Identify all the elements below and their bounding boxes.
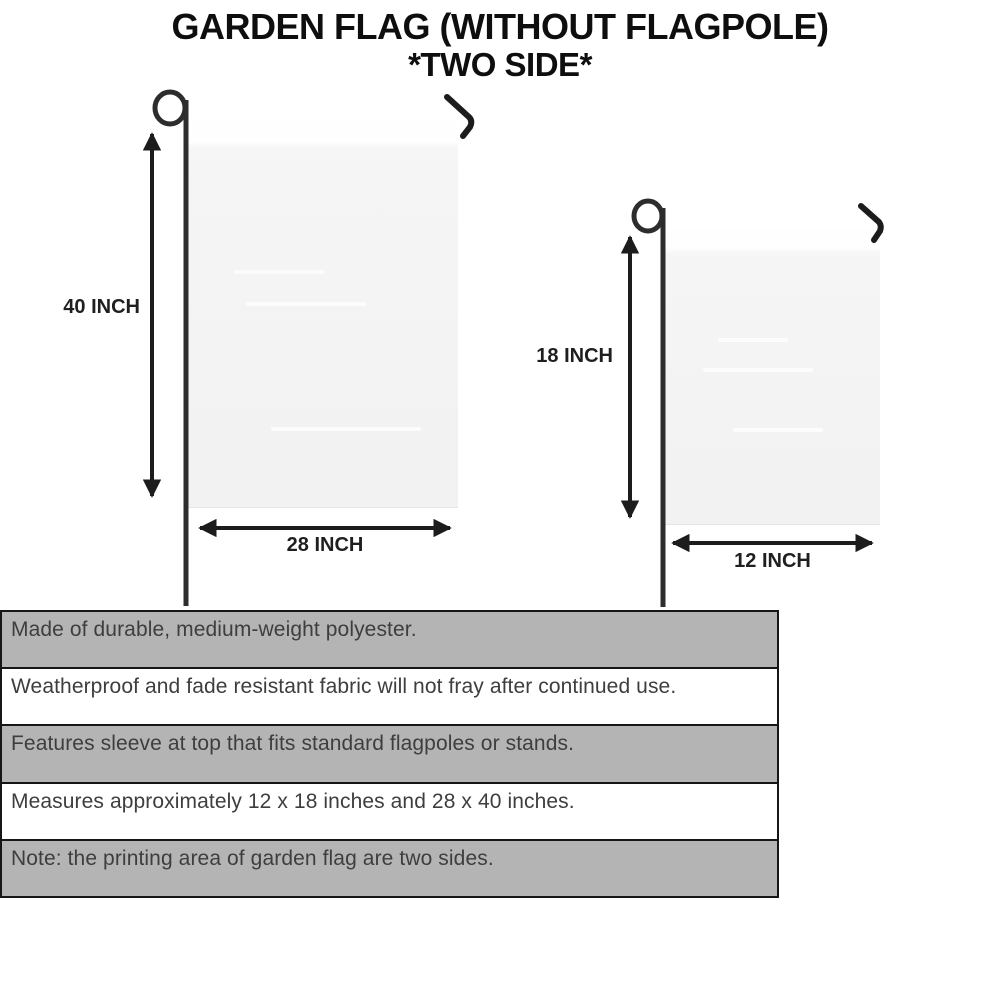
large-flag-width-label: 28 INCH <box>286 534 364 556</box>
title-line-2: *TWO SIDE* <box>408 45 592 83</box>
small-flag-hanger-hook-icon <box>861 206 881 240</box>
feature-row: Weatherproof and fade resistant fabric will not fray after continued use. <box>2 667 777 724</box>
feature-table <box>0 610 779 898</box>
small-flag-width-label: 12 INCH <box>734 550 811 572</box>
large-flag-dimensions <box>152 134 450 528</box>
large-flag-hanger-hook-icon <box>447 97 471 136</box>
large-flagpole-loop-icon <box>155 92 185 124</box>
small-flag-height-label: 18 INCH <box>536 345 613 367</box>
feature-row: Made of durable, medium-weight polyester. <box>2 612 777 667</box>
feature-row: Measures approximately 12 x 18 inches and 28 x 40 inches. <box>2 782 777 839</box>
large-flag-height-label: 40 INCH <box>63 296 140 318</box>
small-flag-pole-group <box>634 201 881 607</box>
small-flag-dimensions <box>630 237 872 543</box>
feature-row: Note: the printing area of garden flag are two sides. <box>2 839 777 896</box>
title-line-1: GARDEN FLAG (WITHOUT FLAGPOLE) <box>171 6 829 47</box>
feature-row: Features sleeve at top that fits standard flagpoles or stands. <box>2 724 777 781</box>
small-flagpole-loop-icon <box>634 201 662 231</box>
